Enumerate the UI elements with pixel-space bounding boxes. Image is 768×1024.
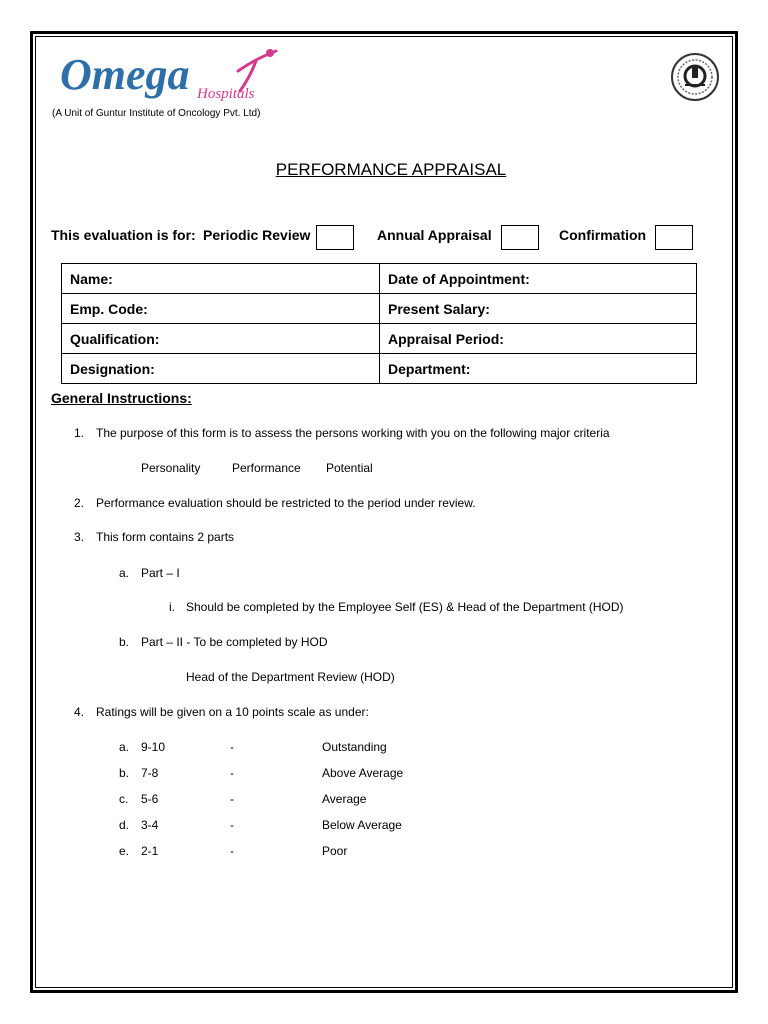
appraisal-period-field[interactable]: Appraisal Period: xyxy=(380,324,697,354)
logo-subtitle: Hospitals xyxy=(197,86,255,102)
annual-appraisal-checkbox[interactable] xyxy=(501,225,539,250)
rating-letter: b. xyxy=(119,766,130,780)
part-b-letter: b. xyxy=(119,635,130,649)
item-1-text: The purpose of this form is to assess the persons working with you on the following major criteria xyxy=(96,426,610,440)
rating-label: Above Average xyxy=(322,766,404,780)
part-a-letter: a. xyxy=(119,566,130,580)
logo-name: Omega xyxy=(60,50,190,99)
criteria-personality: Personality xyxy=(141,461,201,475)
part-b-note: Head of the Department Review (HOD) xyxy=(186,670,395,684)
evaluation-prefix: This evaluation is for: xyxy=(51,227,196,243)
rating-dash: - xyxy=(230,740,234,754)
omega-hospitals-logo xyxy=(60,45,300,105)
criteria-performance: Performance xyxy=(232,461,301,475)
accreditation-seal-icon xyxy=(670,52,720,102)
rating-range: 7-8 xyxy=(141,766,159,780)
rating-letter: c. xyxy=(119,792,129,806)
rating-dash: - xyxy=(230,792,234,806)
instructions-heading: General Instructions: xyxy=(51,390,192,406)
option-periodic-review-label: Periodic Review xyxy=(203,227,311,243)
table-row xyxy=(62,324,697,354)
option-annual-appraisal-label: Annual Appraisal xyxy=(377,227,492,243)
logo-figure-icon xyxy=(220,45,280,95)
option-confirmation-label: Confirmation xyxy=(559,227,647,243)
rating-label: Poor xyxy=(322,844,348,858)
part-a-i-roman: i. xyxy=(169,600,175,614)
name-field[interactable]: Name: xyxy=(62,264,380,294)
department-field[interactable]: Department: xyxy=(380,354,697,384)
part-b-label: Part – II - To be completed by HOD xyxy=(141,635,328,649)
rating-dash: - xyxy=(230,818,234,832)
rating-letter: e. xyxy=(119,844,130,858)
rating-dash: - xyxy=(230,766,234,780)
rating-label: Outstanding xyxy=(322,740,387,754)
item-3-number: 3. xyxy=(74,530,85,544)
rating-label: Average xyxy=(322,792,367,806)
designation-field[interactable]: Designation: xyxy=(62,354,380,384)
criteria-potential: Potential xyxy=(326,461,373,475)
rating-label: Below Average xyxy=(322,818,402,832)
periodic-review-checkbox[interactable] xyxy=(316,225,354,250)
qualification-field[interactable]: Qualification: xyxy=(62,324,380,354)
confirmation-checkbox[interactable] xyxy=(655,225,693,250)
emp-code-field[interactable]: Emp. Code: xyxy=(62,294,380,324)
item-2-text: Performance evaluation should be restricted to the period under review. xyxy=(96,496,476,510)
rating-range: 2-1 xyxy=(141,844,159,858)
unit-text: (A Unit of Guntur Institute of Oncology Pvt. Ltd) xyxy=(52,108,261,119)
rating-range: 5-6 xyxy=(141,792,159,806)
table-row xyxy=(62,354,697,384)
rating-range: 3-4 xyxy=(141,818,159,832)
item-1-number: 1. xyxy=(74,426,85,440)
table-row xyxy=(62,264,697,294)
item-4-number: 4. xyxy=(74,705,85,719)
part-a-label: Part – I xyxy=(141,566,180,580)
rating-range: 9-10 xyxy=(141,740,166,754)
table-row xyxy=(62,294,697,324)
item-2-number: 2. xyxy=(74,496,85,510)
item-4-text: Ratings will be given on a 10 points scale as under: xyxy=(96,705,369,719)
page-title: PERFORMANCE APPRAISAL xyxy=(275,160,507,179)
employee-info-table xyxy=(61,263,697,384)
rating-letter: a. xyxy=(119,740,130,754)
date-of-appointment-field[interactable]: Date of Appointment: xyxy=(380,264,697,294)
rating-letter: d. xyxy=(119,818,130,832)
present-salary-field[interactable]: Present Salary: xyxy=(380,294,697,324)
part-a-i-text: Should be completed by the Employee Self (ES) & Head of the Department (HOD) xyxy=(186,600,624,614)
rating-dash: - xyxy=(230,844,234,858)
item-3-text: This form contains 2 parts xyxy=(96,530,235,544)
